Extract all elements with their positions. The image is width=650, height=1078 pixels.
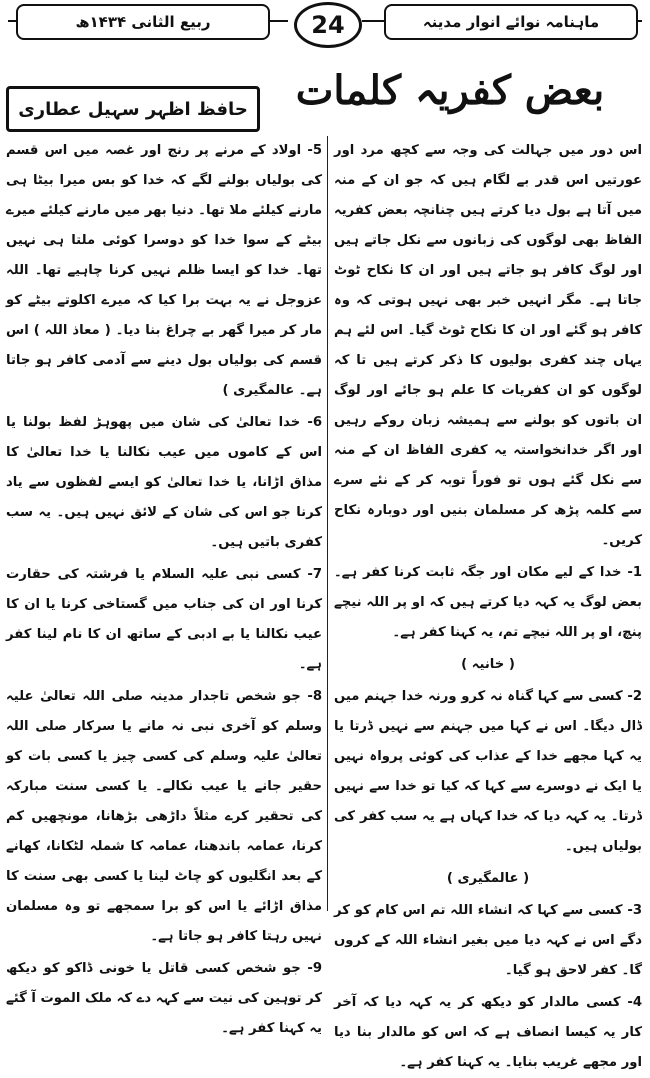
point-7: 7- کسی نبی علیہ السلام یا فرشتہ کی حقارت کرنا اور ان کی جناب میں گستاخی کرنا یا ان کا عیب نکالنا یا بے ادبی کے ساتھ ان کا نام لینا کفر ہے۔ (6, 567, 322, 672)
point-3: 3- کسی سے کہا کہ انشاء اللہ تم اس کام کو کر دگے اس نے کہہ دیا میں بغیر انشاء اللہ کے کروں گا۔ کفر لاحق ہو گیا۔ (334, 903, 642, 978)
point-6: 6- خدا تعالیٰ کی شان میں پھوہڑ لفظ بولنا یا اس کے کاموں میں عیب نکالنا یا خدا تعالیٰ کا مذاق اڑانا، یا خدا تعالیٰ کو ایسے لفظوں سے یاد کرنا جو اس کی شان کے لائق نہیں ہیں۔ یہ سب کفری باتیں ہیں۔ (6, 415, 322, 550)
left-column (6, 136, 322, 1036)
reference-khaniya: ( خانیہ ) (461, 657, 515, 672)
right-column (334, 136, 642, 1070)
article-title: بعض کفریہ کلمات (295, 66, 605, 114)
issue-date: ربیع الثانی ۱۴۳۴ھ (16, 4, 270, 40)
point-8: 8- جو شخص تاجدار مدینہ صلی اللہ تعالیٰ علیہ وسلم کو آخری نبی نہ مانے یا سرکار صلی اللہ تعالیٰ علیہ وسلم کی کسی چیز یا کسی بات کو حقیر جانے یا عیب نکالے۔ یا کسی سنت مبارکہ کی تحقیر کرے مثلاً داڑھی بڑھانا، مونچھیں کم کرنا، عمامہ باندھنا، عمامہ کا شملہ لٹکانا، کھانے کے بعد انگلیوں کو چاٹ لینا یا کسی بھی سنت کا مذاق اڑائے یا اس کو برا سمجھے تو وہ مسلمان نہیں رہتا کافر ہو جاتا ہے۔ (6, 689, 322, 944)
author-name: حافظ اظہر سہیل عطاری (6, 86, 260, 132)
point-1: 1- خدا کے لیے مکان اور جگہ ثابت کرنا کفر ہے۔ بعض لوگ یہ کہہ دیا کرتے ہیں کہ او پر اللہ نیچے پنچ، او پر اللہ نیچے تم، یہ کہنا کفر ہے۔ (334, 565, 642, 640)
reference-alamgiri: ( عالمگیری ) (446, 871, 530, 886)
point-4: 4- کسی مالدار کو دیکھ کر یہ کہہ دیا کہ آخر کار یہ کیسا انصاف ہے کہ اس کو مالدار بنا دیا اور مجھے غریب بنایا۔ یہ کہنا کفر ہے۔ (334, 995, 642, 1070)
point-2: 2- کسی سے کہا گناہ نہ کرو ورنہ خدا جہنم میں ڈال دیگا۔ اس نے کہا میں جہنم سے نہیں ڈرتا یا یہ کہا مجھے خدا کے عذاب کی کوئی پرواہ نہیں یا ایک نے دوسرے سے کہا کہ کیا تو خدا سے نہیں ڈرتا۔ یہ کہہ دیا کہ خدا کہاں ہے یہ سب کفر کی بولیاں ہیں۔ (334, 689, 642, 854)
intro-paragraph: اس دور میں جہالت کی وجہ سے کچھ مرد اور عورتیں اس قدر بے لگام ہیں کہ جو ان کے منہ میں آتا ہے بول دیا کرتے ہیں چنانچہ بعض کفریہ الفاظ بھی لوگوں کی زبانوں سے نکل جاتے ہیں اور لوگ کافر ہو جاتے ہیں اور ان کا نکاح ٹوٹ جاتا ہے۔ مگر انہیں خبر بھی نہیں ہوتی کہ وہ کافر ہو گئے اور ان کا نکاح ٹوٹ گیا۔ اس لئے ہم یہاں چند کفری بولیوں کا ذکر کرتے ہیں تا کہ لوگوں کو ان کفریات کا علم ہو جائے اور لوگ ان باتوں کو بولنے سے ہمیشہ زبان روکے رہیں اور اگر خدانخواستہ یہ کفری الفاظ ان کے منہ سے نکل گئے ہوں تو فوراً توبہ کر کے نئے سرے سے کلمہ پڑھ کر مسلمان بنیں اور دوبارہ نکاح کریں۔ (334, 143, 642, 548)
point-9: 9- جو شخص کسی قاتل یا خونی ڈاکو کو دیکھ کر توہین کی نیت سے کہہ دے کہ ملک الموت آ گئے یہ کہنا کفر ہے۔ (6, 961, 322, 1036)
point-5: 5- اولاد کے مرنے پر رنج اور غصہ میں اس قسم کی بولیاں بولنے لگے کہ خدا کو بس میرا بیٹا ہی مارنے کیلئے ملا تھا۔ دنیا بھر میں مارنے کیلئے میرے بیٹے کے سوا خدا کو دوسرا کوئی ملتا ہی نہیں تھا۔ خدا کو ایسا ظلم نہیں کرنا چاہیے تھا۔ اللہ عزوجل نے یہ بہت برا کیا کہ میرے اکلوتے بیٹے کو مار کر میرا گھر بے چراغ بنا دیا۔ ( معاذ اللہ ) اس قسم کی بولیاں بول دینے سے آدمی کافر ہو جاتا ہے۔ عالمگیری ) (6, 143, 322, 398)
magazine-name: ماہنامہ نوائے انوار مدینہ (384, 4, 638, 40)
page-header (0, 0, 650, 44)
column-divider (327, 136, 328, 911)
page-number: 24 (294, 2, 362, 48)
